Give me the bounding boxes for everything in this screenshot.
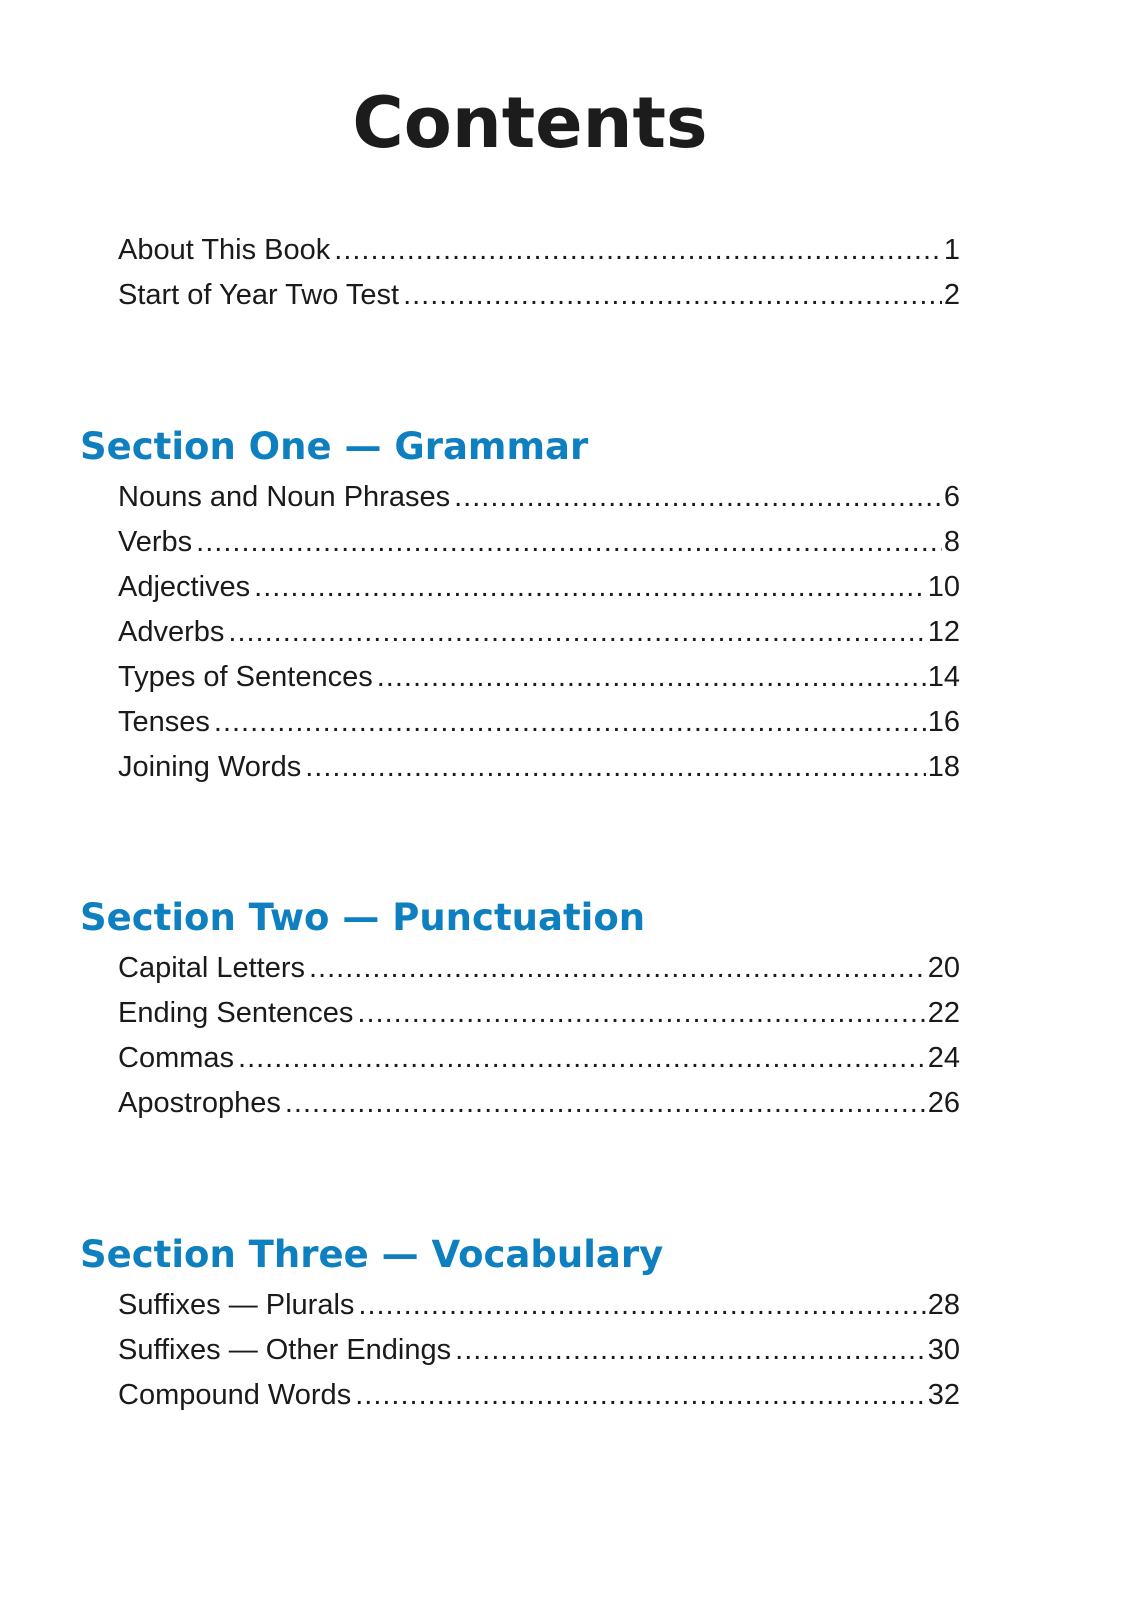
toc-dot-leader	[196, 520, 942, 565]
toc-entry[interactable]	[118, 520, 960, 565]
toc-entry-page: 24	[927, 1042, 960, 1074]
toc-entry-page: 18	[927, 751, 960, 783]
toc-entry-page: 32	[927, 1379, 960, 1411]
toc-entry-page: 2	[943, 279, 960, 311]
toc-dot-leader	[355, 1373, 926, 1418]
toc-dot-leader	[285, 1081, 926, 1126]
toc-entry-page: 6	[943, 481, 960, 513]
toc-entry[interactable]	[118, 700, 960, 745]
toc-dot-leader	[309, 946, 926, 991]
section-list-punctuation	[118, 946, 960, 1126]
toc-dot-leader	[357, 991, 925, 1036]
toc-entry-title: About This Book	[118, 234, 331, 266]
page-title: Contents	[352, 82, 708, 164]
section-list-grammar	[118, 475, 960, 790]
toc-entry-page: 30	[927, 1334, 960, 1366]
toc-entry-page: 10	[927, 571, 960, 603]
toc-entry-page: 26	[927, 1087, 960, 1119]
toc-dot-leader	[238, 1036, 926, 1081]
toc-dot-leader	[254, 565, 926, 610]
toc-entry-title: Commas	[118, 1042, 235, 1074]
toc-entry-title: Joining Words	[118, 751, 302, 783]
toc-entry-title: Verbs	[118, 526, 193, 558]
toc-dot-leader	[358, 1283, 925, 1328]
toc-dot-leader	[377, 655, 926, 700]
toc-entry-title: Start of Year Two Test	[118, 279, 400, 311]
toc-entry[interactable]	[118, 1283, 960, 1328]
toc-entry-title: Suffixes — Other Endings	[118, 1334, 452, 1366]
toc-entry[interactable]	[118, 475, 960, 520]
section-list-vocabulary	[118, 1283, 960, 1418]
toc-entry[interactable]	[118, 745, 960, 790]
toc-entry[interactable]	[118, 1373, 960, 1418]
toc-entry-title: Tenses	[118, 706, 210, 738]
toc-entry[interactable]	[118, 655, 960, 700]
toc-entry-page: 8	[943, 526, 960, 558]
toc-entry[interactable]	[118, 1036, 960, 1081]
toc-entry[interactable]	[118, 1328, 960, 1373]
toc-entry[interactable]	[118, 565, 960, 610]
toc-entry-title: Types of Sentences	[118, 661, 373, 693]
section-heading-grammar: Section One — Grammar	[80, 425, 589, 468]
toc-entry[interactable]	[118, 946, 960, 991]
toc-entry-page: 1	[943, 234, 960, 266]
toc-dot-leader	[214, 700, 926, 745]
toc-entry[interactable]	[118, 228, 960, 273]
toc-entry-title: Ending Sentences	[118, 997, 354, 1029]
toc-entry-page: 20	[927, 952, 960, 984]
toc-entry-page: 14	[927, 661, 960, 693]
toc-entry[interactable]	[118, 610, 960, 655]
toc-entry-title: Capital Letters	[118, 952, 305, 984]
toc-entry-title: Apostrophes	[118, 1087, 281, 1119]
toc-entry[interactable]	[118, 991, 960, 1036]
toc-entry-title: Compound Words	[118, 1379, 352, 1411]
toc-dot-leader	[228, 610, 925, 655]
toc-entry-title: Nouns and Noun Phrases	[118, 481, 451, 513]
toc-entry-title: Adverbs	[118, 616, 225, 648]
toc-entry-page: 16	[927, 706, 960, 738]
toc-dot-leader	[334, 228, 942, 273]
toc-dot-leader	[455, 1328, 926, 1373]
toc-dot-leader	[403, 273, 942, 318]
intro-list	[118, 228, 960, 318]
toc-entry-page: 22	[927, 997, 960, 1029]
toc-dot-leader	[305, 745, 926, 790]
toc-entry[interactable]	[118, 1081, 960, 1126]
toc-entry-title: Suffixes — Plurals	[118, 1289, 355, 1321]
toc-entry-title: Adjectives	[118, 571, 251, 603]
toc-entry-page: 12	[927, 616, 960, 648]
section-heading-vocabulary: Section Three — Vocabulary	[80, 1233, 664, 1276]
section-heading-punctuation: Section Two — Punctuation	[80, 896, 646, 939]
toc-dot-leader	[454, 475, 942, 520]
toc-entry[interactable]	[118, 273, 960, 318]
toc-entry-page: 28	[927, 1289, 960, 1321]
